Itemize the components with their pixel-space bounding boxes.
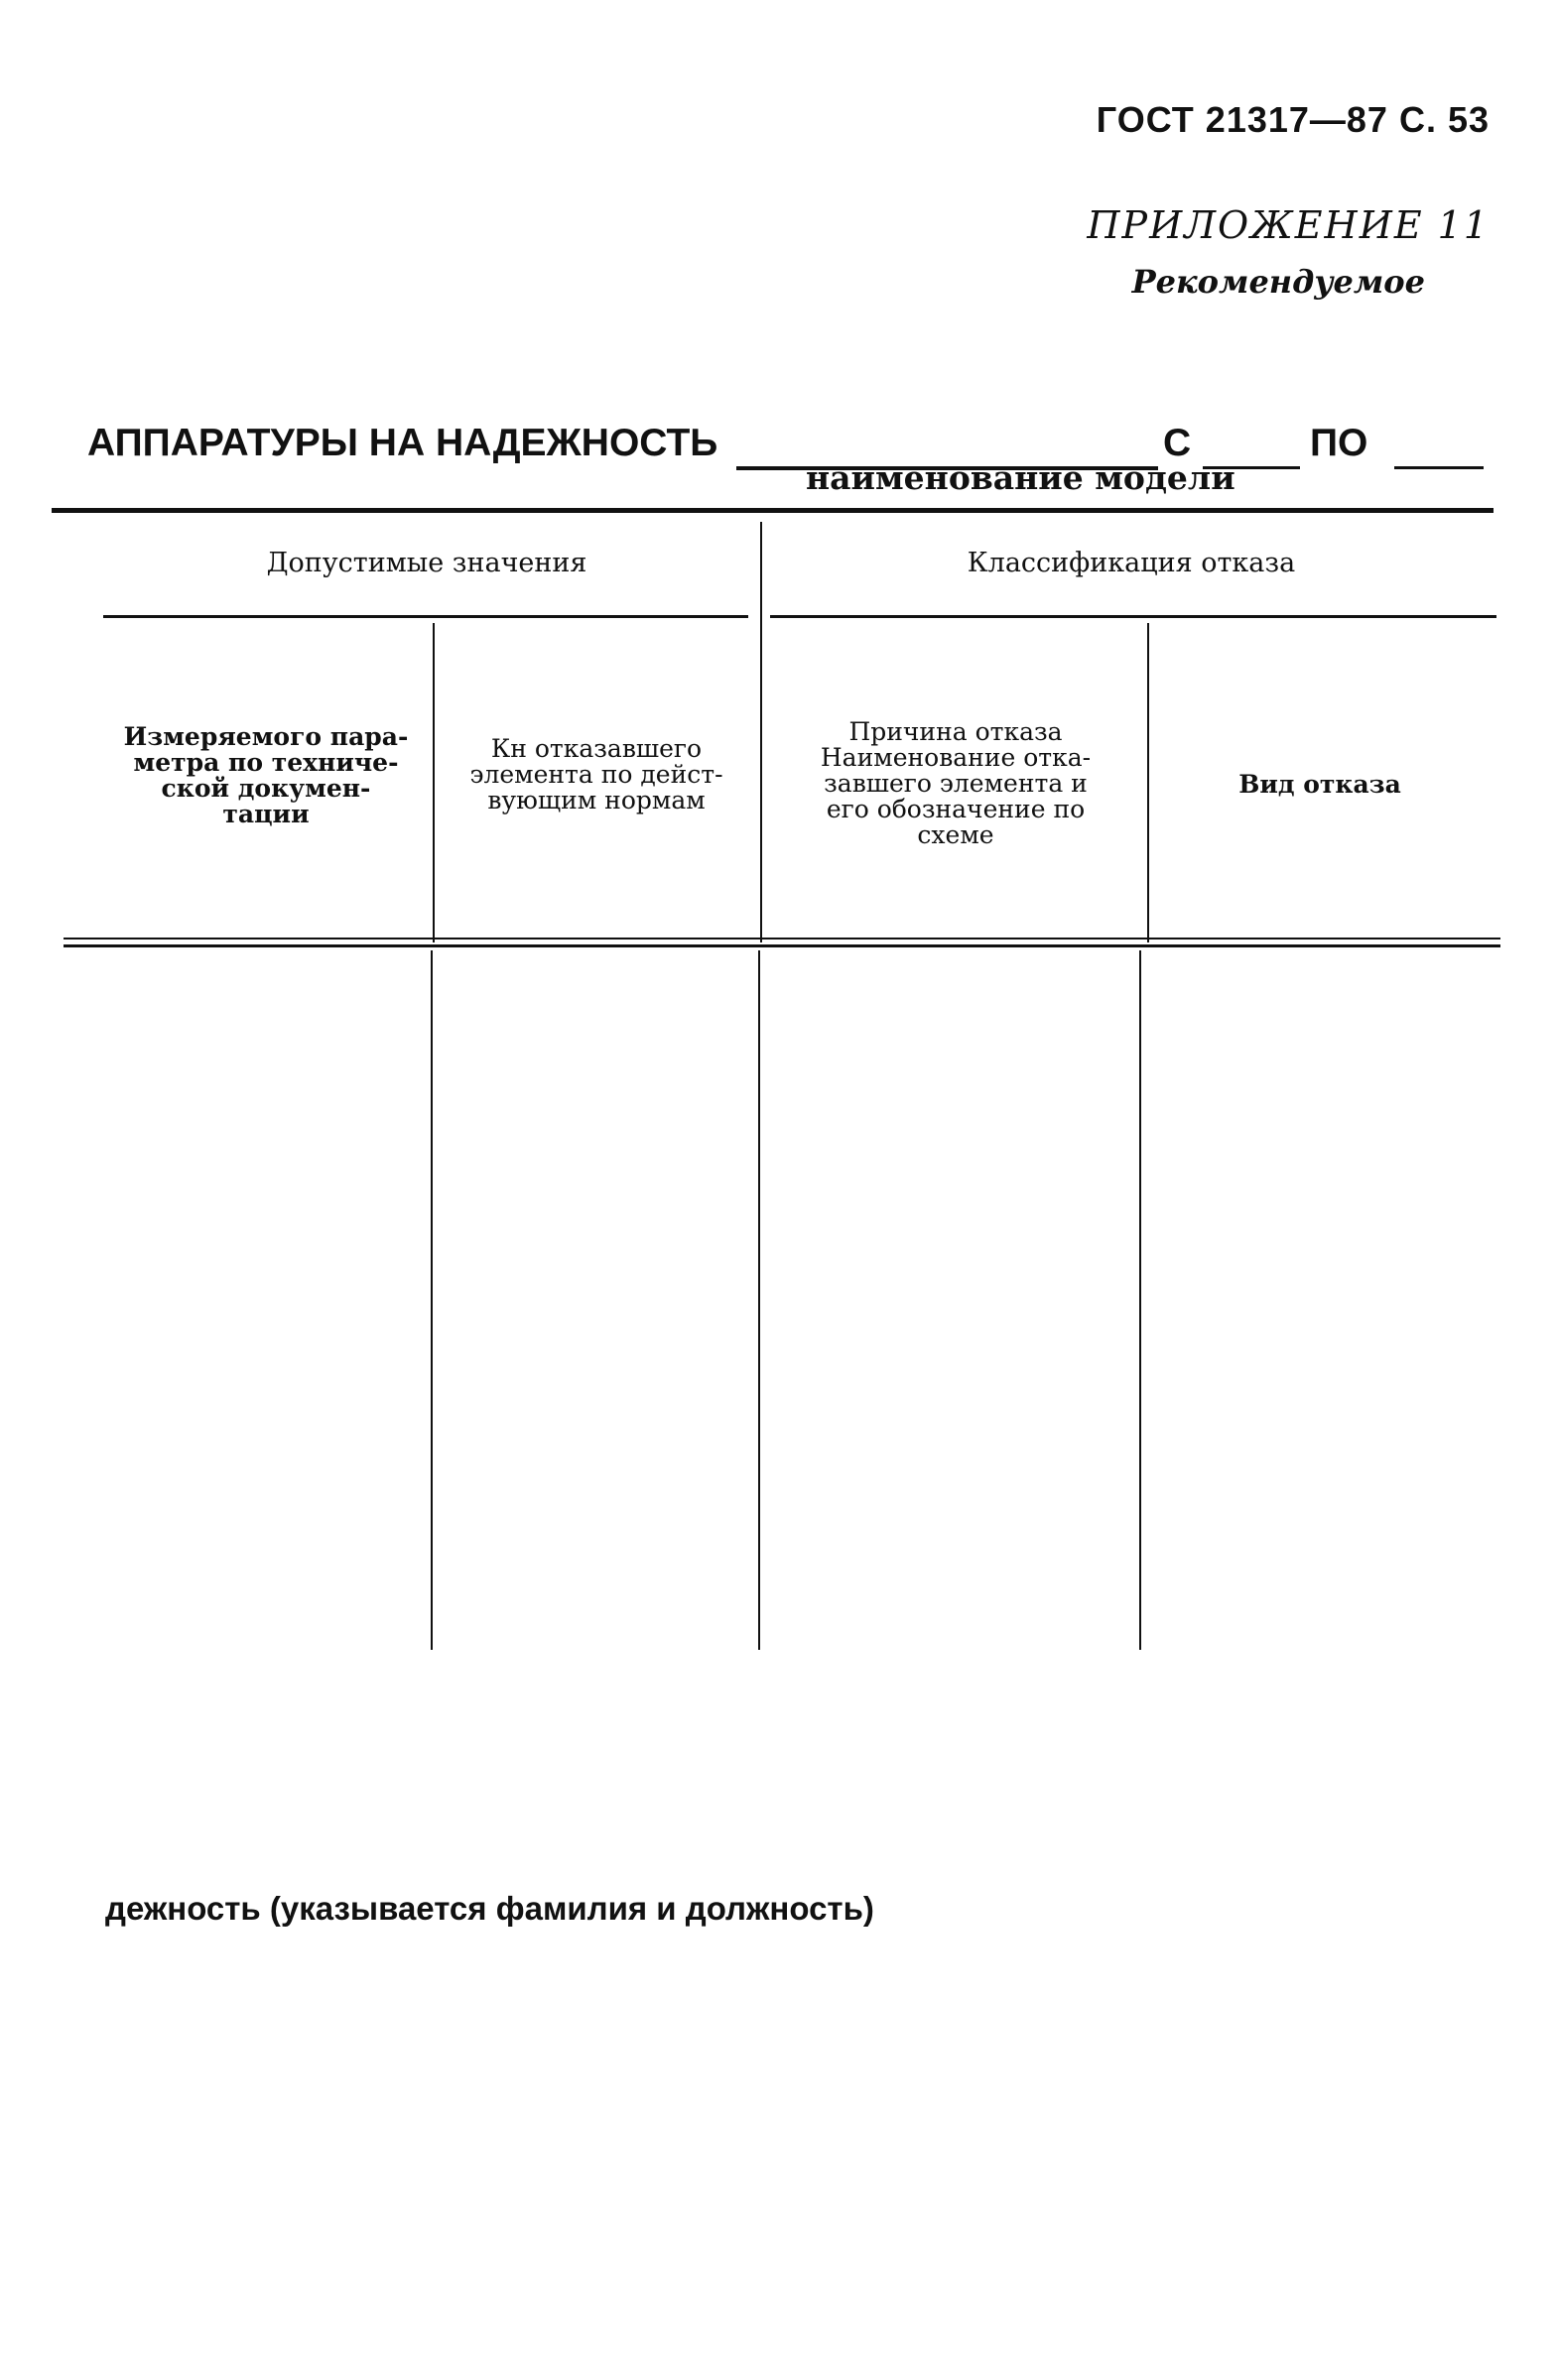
recommended-label: Рекомендуемое [1131,263,1425,301]
col-divider-1 [433,623,435,942]
group-left-rule [103,615,748,618]
group-header-failure-classification: Классификация отказа [967,548,1296,578]
group-right-rule [770,615,1496,618]
column-header-measured-parameter: Измеряемого пара- метра по техниче- ской докумен- тации [123,722,409,828]
appendix-label: ПРИЛОЖЕНИЕ 11 [1087,203,1490,247]
group-divider [760,522,762,942]
column-header-kn-failed-element: Кн отказавшего элемента по дейст- вующим нормам [469,734,723,814]
header-double-rule-bottom [64,944,1500,947]
body-col-divider-1 [431,950,433,1650]
col-divider-3 [1147,623,1149,942]
column-header-failure-type: Вид отказа [1238,770,1401,799]
form-title: АППАРАТУРЫ НА НАДЕЖНОСТЬ [87,422,718,464]
model-name-caption: наименование модели [806,458,1235,497]
document-code: ГОСТ 21317—87 С. 53 [1096,99,1490,140]
table-top-rule [52,508,1494,513]
signature-note: дежность (указывается фамилия и должность) [105,1890,874,1927]
body-col-divider-3 [1139,950,1141,1650]
date-from-label: С [1163,422,1192,464]
header-double-rule-top [64,938,1500,939]
column-header-failure-cause: Причина отказа Наименование отка- завшего элемента и его обозначение по схеме [820,717,1092,849]
date-to-label: ПО [1310,422,1368,464]
body-col-divider-2 [758,950,760,1650]
date-to-blank [1394,466,1484,469]
group-header-allowed-values: Допустимые значения [266,548,587,578]
